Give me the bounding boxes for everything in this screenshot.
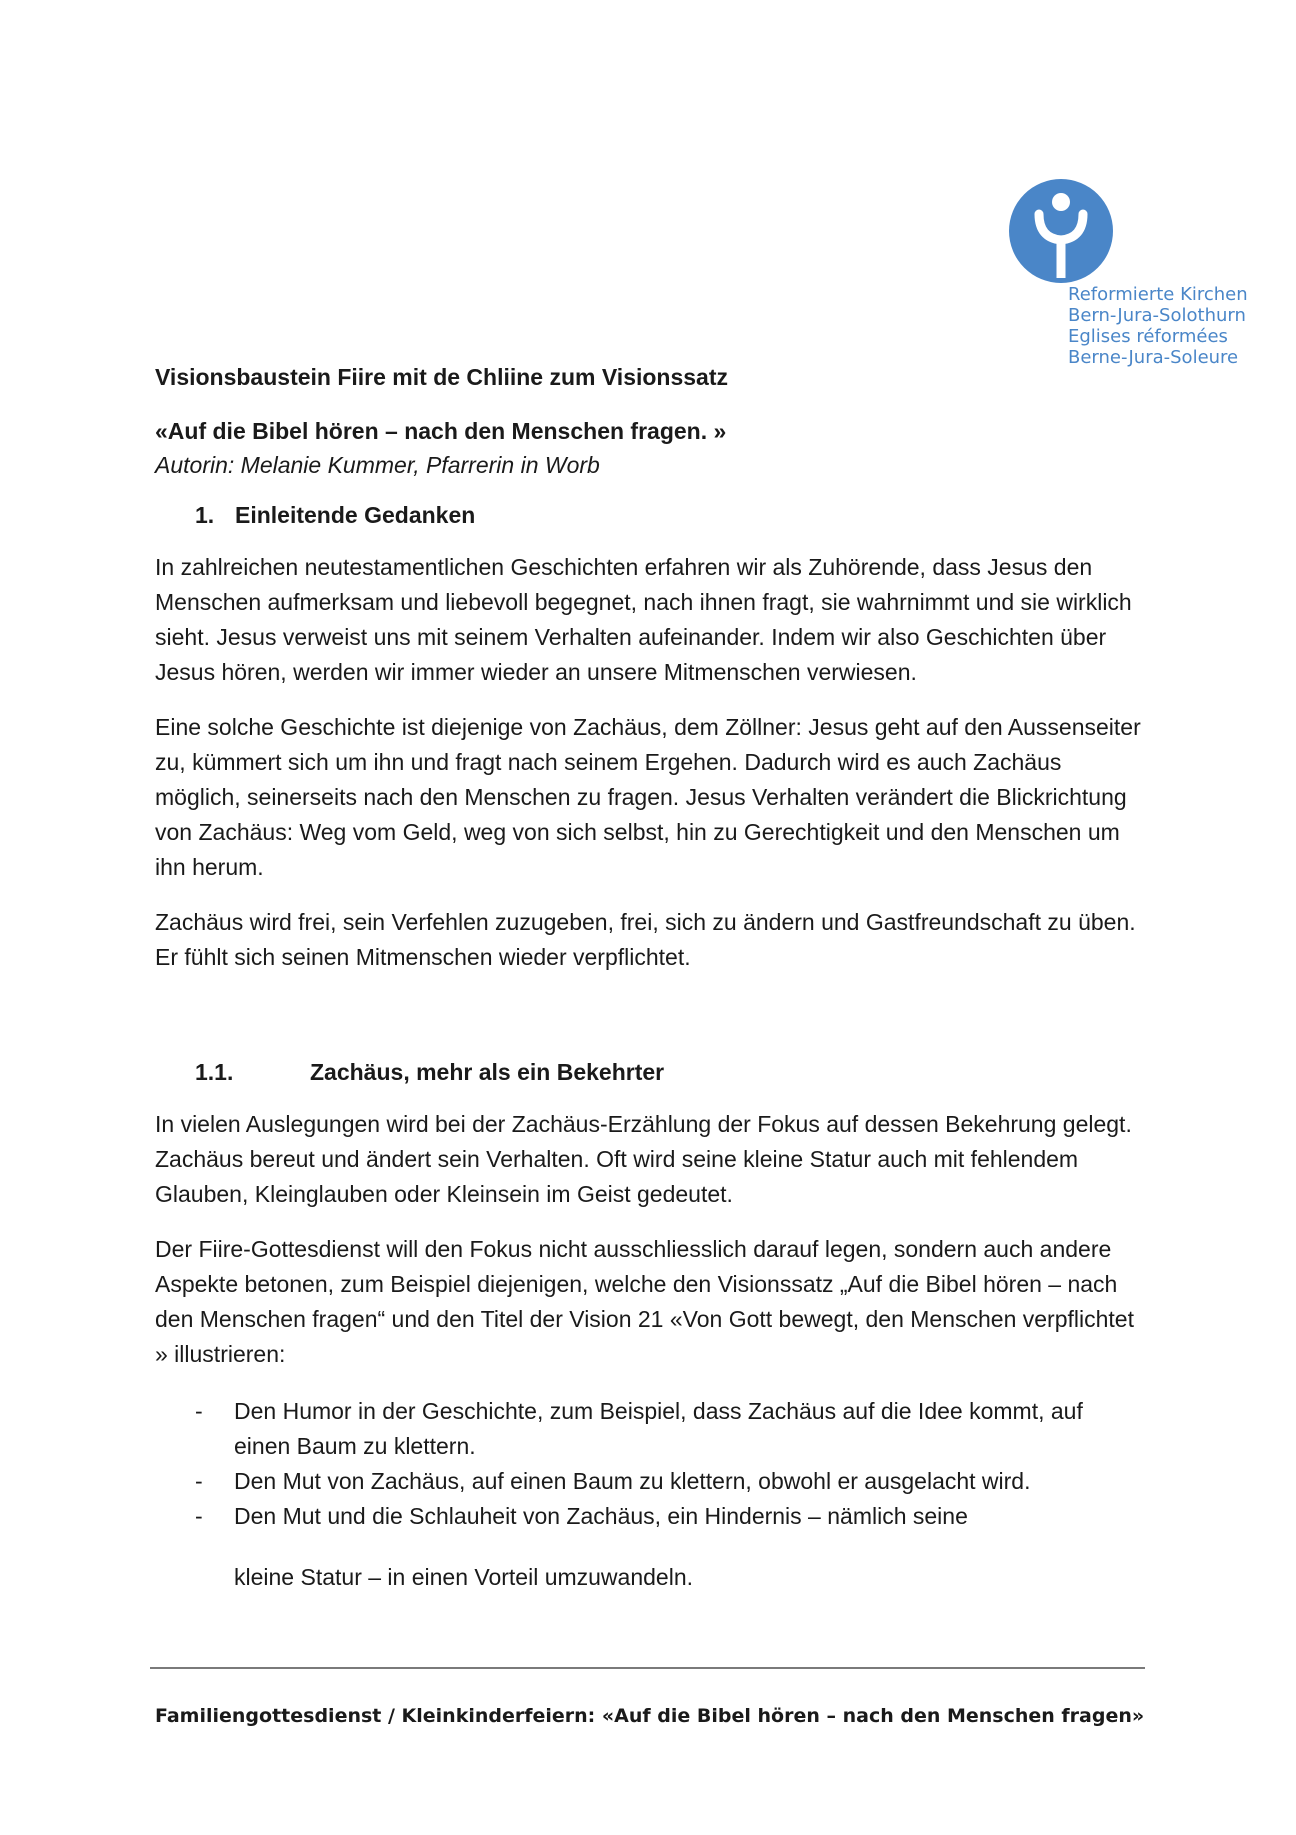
bullet-dash: -: [195, 1468, 203, 1494]
bullet-dash: -: [195, 1503, 203, 1529]
list-item: [155, 1499, 1145, 1534]
logo-text: [1068, 284, 1248, 368]
page-footer: Familiengottesdienst / Kleinkinderfeiern: «Auf die Bibel hören – nach den Menschen fragen»: [155, 1705, 1145, 1727]
section-title: Einleitende Gedanken: [235, 502, 476, 528]
list-continuation: kleine Statur – in einen Vorteil umzuwandeln.: [234, 1564, 694, 1590]
person-circle-icon: [1006, 176, 1116, 286]
paragraph: Eine solche Geschichte ist diejenige von Zachäus, dem Zöllner: Jesus geht auf den Aussenseiter zu, kümmert sich um ihn und fragt nach seinem Ergehen. Dadurch wird es auch Zachäus möglich, seinerseits nach den Menschen zu fragen. Jesus Verhalten verändert die Blickrichtung von Zachäus: Weg vom Geld, weg von sich selbst, hin zu Gerechtigkeit und den Menschen um ihn herum.: [155, 714, 1141, 880]
section-heading: [155, 500, 1145, 530]
bullet-dash: -: [195, 1398, 203, 1424]
document-body: [155, 362, 1145, 1595]
paragraph: Der Fiire-Gottesdienst will den Fokus nicht ausschliesslich darauf legen, sondern auch andere Aspekte betonen, zum Beispiel diejenigen, welche den Visionssatz „Auf die Bibel hören – nach den Menschen fragen“ und den Titel der Vision 21 «Von Gott bewegt, den Menschen verpflichtet » illustrieren:: [155, 1236, 1134, 1367]
bullet-list: [155, 1394, 1145, 1534]
paragraph: In vielen Auslegungen wird bei der Zachäus-Erzählung der Fokus auf dessen Bekehrung gelegt. Zachäus bereut und ändert sein Verhalten. Oft wird seine kleine Statur auch mit fehlendem Glauben, Kleinglauben oder Kleinsein im Geist gedeutet.: [155, 1111, 1132, 1207]
list-item: [155, 1394, 1145, 1464]
list-item: [155, 1464, 1145, 1499]
paragraph: Zachäus wird frei, sein Verfehlen zuzugeben, frei, sich zu ändern und Gastfreundschaft zu üben. Er fühlt sich seinen Mitmenschen wieder verpflichtet.: [155, 909, 1136, 970]
paragraph: In zahlreichen neutestamentlichen Geschichten erfahren wir als Zuhörende, dass Jesus den Menschen aufmerksam und liebevoll begegnet, nach ihnen fragt, sie wahrnimmt und sie wirklich sieht. Jesus verweist uns mit seinem Verhalten aufeinander. Indem wir also Geschichten über Jesus hören, werden wir immer wieder an unsere Mitmenschen verwiesen.: [155, 554, 1132, 685]
logo-line: Berne-Jura-Soleure: [1068, 347, 1239, 368]
section-number: 1.: [195, 502, 215, 528]
list-item-text: Den Humor in der Geschichte, zum Beispiel, dass Zachäus auf die Idee kommt, auf einen Baum zu klettern.: [234, 1398, 1083, 1459]
footer-divider: [150, 1667, 1145, 1669]
list-item-text: Den Mut von Zachäus, auf einen Baum zu klettern, obwohl er ausgelacht wird.: [234, 1468, 1031, 1494]
logo-line: Bern-Jura-Solothurn: [1068, 305, 1246, 326]
logo-line: Eglises réformées: [1068, 326, 1228, 347]
subsection-number: 1.1.: [195, 1059, 234, 1085]
list-item-text: Den Mut und die Schlauheit von Zachäus, ein Hindernis – nämlich seine: [234, 1503, 968, 1529]
document-author: Autorin: Melanie Kummer, Pfarrerin in Worb: [155, 452, 600, 478]
subsection-title: Zachäus, mehr als ein Bekehrter: [310, 1059, 665, 1085]
church-logo: [1006, 176, 1246, 376]
subsection-heading: [155, 1057, 1145, 1087]
document-subtitle: «Auf die Bibel hören – nach den Menschen fragen. »: [155, 418, 727, 444]
document-title: Visionsbaustein Fiire mit de Chliine zum Visionssatz: [155, 364, 729, 390]
logo-line: Reformierte Kirchen: [1068, 284, 1248, 305]
